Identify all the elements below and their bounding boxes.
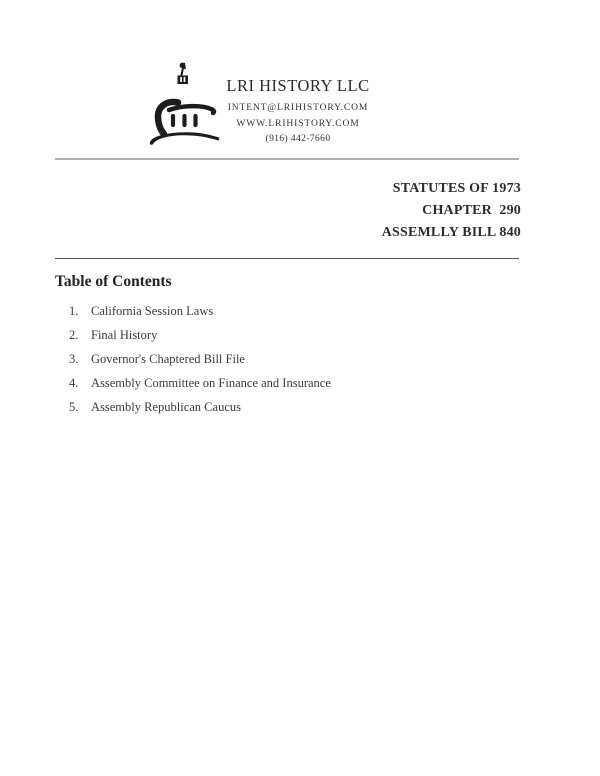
statutes-line: STATUTES OF 1973 [392,181,521,196]
toc-item-label: Governor's Chaptered Bill File [91,352,245,366]
divider-top [55,158,519,160]
website-text: WWW.LRIHISTORY.COM [236,118,360,129]
toc-item-label: Assembly Committee on Finance and Insurance [91,376,331,390]
toc-item [69,328,331,352]
toc-item [69,400,331,424]
toc-item-label: Assembly Republican Caucus [91,400,241,414]
bill-reference-block [382,178,521,244]
capitol-dome-logo [145,60,229,146]
toc-item-label: Final History [91,328,158,342]
chapter-line: CHAPTER 290 [422,203,521,218]
toc-item [69,352,331,376]
phone-text: (916) 442-7660 [265,134,331,144]
toc-item-label: California Session Laws [91,304,214,318]
toc-item-number: 5. [69,400,79,414]
toc-title: Table of Contents [55,273,172,290]
letterhead [218,76,378,148]
toc-item-number: 1. [69,304,79,318]
email-text: INTENT@LRIHISTORY.COM [227,103,369,113]
toc-item-number: 2. [69,328,79,342]
bill-line: ASSEMLLY BILL 840 [381,225,521,240]
divider-bottom [55,258,519,259]
toc-item-number: 3. [69,352,79,366]
toc-item-number: 4. [69,376,79,390]
toc-item [69,376,331,400]
company-name: LRI HISTORY LLC [226,76,370,95]
toc-item [69,304,331,328]
toc-list [69,304,331,424]
